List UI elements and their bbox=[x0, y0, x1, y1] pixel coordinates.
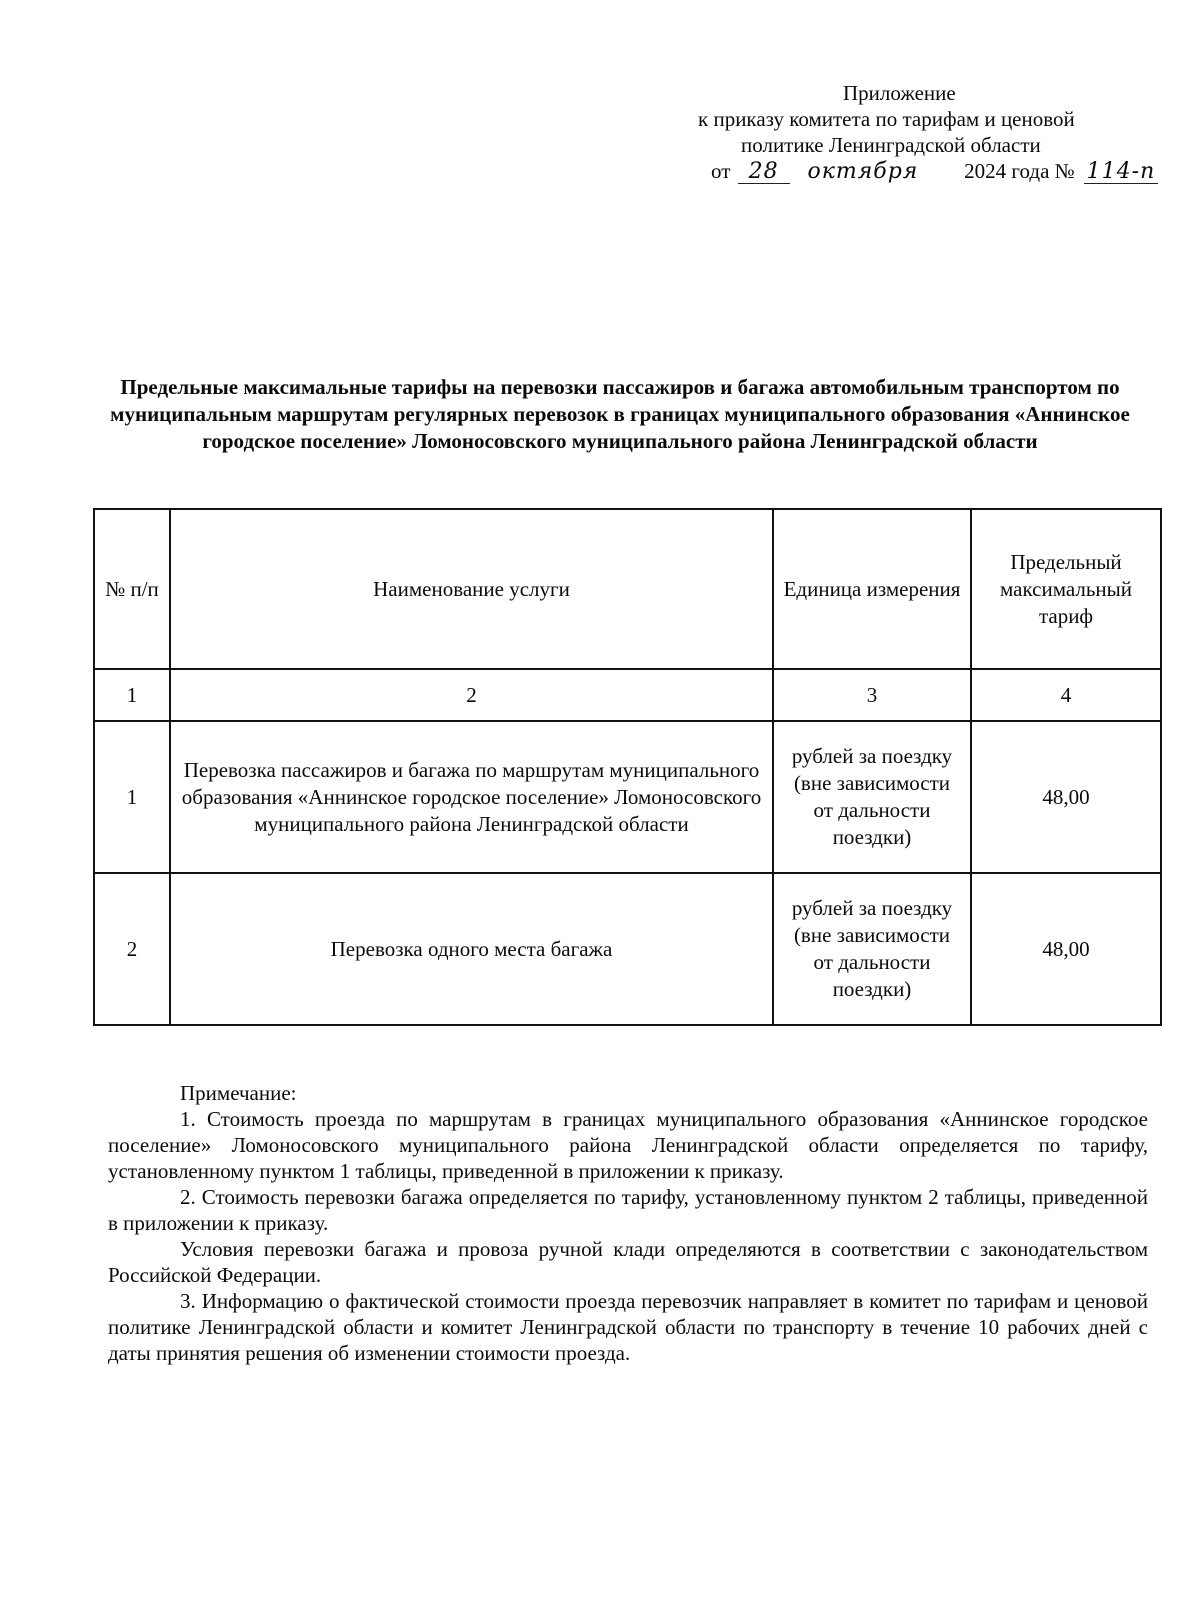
row-unit: рублей за поездку (вне зависимости от дальности поездки) bbox=[773, 721, 971, 873]
header-service: Наименование услуги bbox=[170, 509, 773, 669]
note-paragraph: 2. Стоимость перевозки багажа определяется по тарифу, установленному пунктом 2 таблицы, приведенной в приложении к приказу. bbox=[108, 1185, 1148, 1235]
header-tariff: Предельный максимальный тариф bbox=[971, 509, 1161, 669]
index-cell: 2 bbox=[170, 669, 773, 721]
header-number: № п/п bbox=[94, 509, 170, 669]
appendix-label: Приложение bbox=[843, 81, 956, 105]
header-unit: Единица измерения bbox=[773, 509, 971, 669]
note-paragraph: 3. Информацию о фактической стоимости проезда перевозчик направляет в комитет по тарифам и ценовой политике Ленинградской области и комитет Ленинградской области по транспорту в течение 10 рабочих дней с даты принятия решения об изменении стоимости проезда. bbox=[108, 1289, 1148, 1365]
note-paragraph: Условия перевозки багажа и провоза ручной клади определяются в соответствии с законодательством Российской Федерации. bbox=[108, 1237, 1148, 1287]
table-index-row bbox=[94, 669, 1161, 721]
table-row bbox=[94, 721, 1161, 873]
row-service: Перевозка пассажиров и багажа по маршрутам муниципального образования «Аннинское городское поселение» Ломоносовского муниципального района Ленинградской области bbox=[170, 721, 773, 873]
row-tariff: 48,00 bbox=[971, 721, 1161, 873]
order-date-line bbox=[711, 158, 1158, 185]
date-year: 2024 года № bbox=[964, 159, 1075, 183]
tariff-table bbox=[93, 508, 1162, 1026]
note-paragraph: 1. Стоимость проезда по маршрутам в границах муниципального образования «Аннинское городское поселение» Ломоносовского муниципального района Ленинградской области определяется по тарифу, установленному пунктом 1 таблицы, приведенной в приложении к приказу. bbox=[108, 1107, 1148, 1183]
appendix-ref-line: к приказу комитета по тарифам и ценовой bbox=[698, 107, 1075, 131]
row-tariff: 48,00 bbox=[971, 873, 1161, 1025]
row-number: 2 bbox=[94, 873, 170, 1025]
table-row bbox=[94, 873, 1161, 1025]
row-service: Перевозка одного места багажа bbox=[170, 873, 773, 1025]
order-number-handwritten: 114-п bbox=[1084, 161, 1158, 184]
notes-title: Примечание: bbox=[180, 1081, 297, 1105]
row-number: 1 bbox=[94, 721, 170, 873]
appendix-ref-line-2: политике Ленинградской области bbox=[741, 133, 1041, 157]
document-title: Предельные максимальные тарифы на перевозки пассажиров и багажа автомобильным транспортом по муниципальным маршрутам регулярных перевозок в границах муниципального образования «Аннинское городское поселение» Ломоносовского муниципального района Ленинградской области bbox=[110, 375, 1130, 453]
date-day-handwritten: 28 bbox=[738, 161, 790, 184]
date-prefix: от bbox=[711, 159, 731, 183]
row-unit: рублей за поездку (вне зависимости от дальности поездки) bbox=[773, 873, 971, 1025]
table-header-row bbox=[94, 509, 1161, 669]
index-cell: 4 bbox=[971, 669, 1161, 721]
index-cell: 3 bbox=[773, 669, 971, 721]
index-cell: 1 bbox=[94, 669, 170, 721]
date-month-handwritten: октября bbox=[807, 159, 919, 184]
notes-section bbox=[108, 1080, 1148, 1366]
